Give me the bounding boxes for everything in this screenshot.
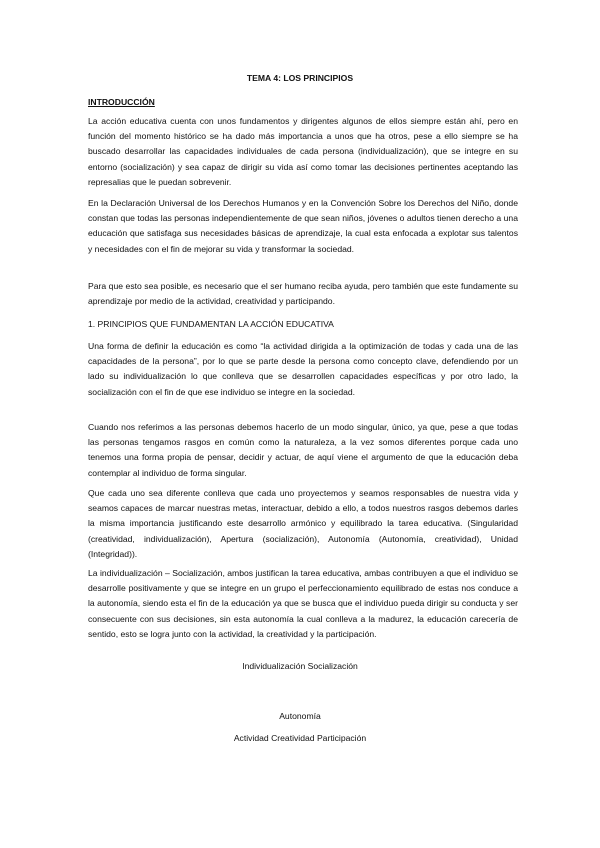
section-paragraph-3: Que cada uno sea diferente conlleva que cada uno proyectemos y seamos responsables de nuestra vida y seamos capaces de marcar nuestras metas, interactuar, debido a ello, a todos nuestros rasgos debemos darles la misma importancia justificando este desarrollo armónico y equilibrado la tarea educativa. (Singularidad (creatividad, individualización), Apertura (socialización), Autonomía (Autonomía, creatividad), Unidad (Integridad)). bbox=[88, 488, 518, 559]
section-paragraph-4: La individualización – Socialización, ambos justifican la tarea educativa, ambas contribuyen a que el individuo se desarrolle positivamente y que se integre en un grupo el perfeccionamiento equilibrado de estas nos conduce a la autonomía, siendo esta el fin de la educación ya que se busca que el individuo pueda dirigir su conducta y ser consecuente con sus decisiones, sin esta autonomía la cual conlleva a la madurez, la educación carecería de sentido, esto se logra junto con la actividad, la creatividad y la participación. bbox=[88, 568, 518, 639]
document-title: TEMA 4: LOS PRINCIPIOS bbox=[246, 73, 354, 83]
intro-heading: INTRODUCCIÓN bbox=[88, 97, 155, 107]
diagram-line-3: Actividad Creatividad Participación bbox=[233, 733, 367, 743]
section-heading: 1. PRINCIPIOS QUE FUNDAMENTAN LA ACCIÓN EDUCATIVA bbox=[88, 319, 334, 329]
intro-paragraph-1: La acción educativa cuenta con unos fundamentos y dirigentes algunos de ellos siempre están ahí, pero en función del momento histórico se ha dado más importancia a unos que ha otros, pese a ello siempre se ha buscado desarrollar las capacidades individuales de cada persona (individualización), que se integre en su entorno (socialización) y sea capaz de dirigir su vida así como tomar las decisiones pertinentes aceptando las represalias que le puedan sobrevenir. bbox=[88, 116, 518, 187]
diagram-line-1: Individualización Socialización bbox=[242, 661, 358, 671]
section-paragraph-2: Cuando nos referimos a las personas debemos hacerlo de un modo singular, único, ya que, pese a que todas las personas tengamos rasgos en común como la naturaleza, a la vez somos diferentes porque cada uno tenemos una forma propia de pensar, decidir y actuar, de aquí viene el argumento de que la educación deba contemplar al individuo de forma singular. bbox=[88, 422, 518, 478]
intro-paragraph-2: En la Declaración Universal de los Derechos Humanos y en la Convención Sobre los Derechos del Niño, donde constan que todas las personas independientemente de que sean niños, jóvenes o adultos tienen derecho a una educación que satisfaga sus necesidades básicas de aprendizaje, la cual esta enfocada a explotar sus talentos y necesidades con el fin de mejorar su vida y transformar la sociedad. bbox=[88, 198, 518, 254]
section-paragraph-1: Una forma de definir la educación es como “la actividad dirigida a la optimización de todas y cada una de las capacidades de la persona”, por lo que se parte desde la persona como concepto clave, defendiendo por un lado su individualización lo que conlleva que se desarrollen capacidades específicas y por otro lado, la socialización con el fin de que ese individuo se integre en la sociedad. bbox=[88, 341, 518, 397]
diagram-line-2: Autonomía bbox=[279, 711, 321, 721]
intro-paragraph-3: Para que esto sea posible, es necesario que el ser humano reciba ayuda, pero también que este fundamente su aprendizaje por medio de la actividad, creatividad y participando. bbox=[88, 281, 518, 307]
